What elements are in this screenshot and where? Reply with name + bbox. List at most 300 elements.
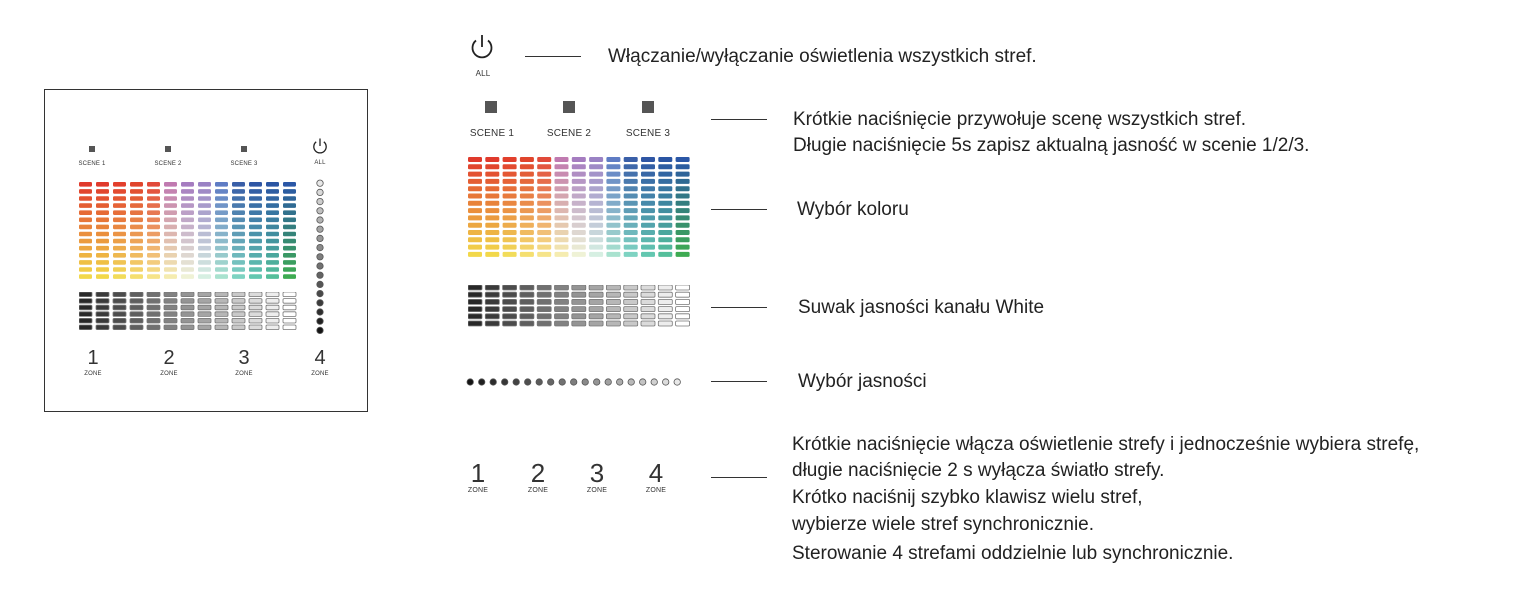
white-cell xyxy=(232,318,245,323)
color-cell xyxy=(676,172,690,177)
color-cell xyxy=(503,186,517,191)
color-cell xyxy=(537,194,551,199)
brightness-dot xyxy=(317,272,323,278)
brightness-dot xyxy=(317,318,323,324)
white-cell xyxy=(606,314,620,319)
panel-scene-2-button[interactable] xyxy=(165,146,171,152)
white-cell xyxy=(113,299,126,304)
white-cell xyxy=(537,292,551,297)
legend-brightness-connector xyxy=(711,381,767,382)
color-cell xyxy=(249,196,262,201)
color-cell xyxy=(96,274,109,279)
color-cell xyxy=(485,223,499,228)
color-cell xyxy=(572,237,586,242)
white-cell xyxy=(606,321,620,326)
color-cell xyxy=(79,239,92,244)
legend-power-icon xyxy=(468,33,496,61)
color-cell xyxy=(537,237,551,242)
color-cell xyxy=(555,194,569,199)
white-cell xyxy=(215,299,228,304)
color-cell xyxy=(641,179,655,184)
white-cell xyxy=(232,299,245,304)
color-cell xyxy=(181,246,194,251)
color-cell xyxy=(215,246,228,251)
color-cell xyxy=(520,186,534,191)
white-cell xyxy=(147,318,160,323)
white-cell xyxy=(520,299,534,304)
color-cell xyxy=(147,189,160,194)
white-cell xyxy=(181,299,194,304)
color-cell xyxy=(79,267,92,272)
color-cell xyxy=(283,246,296,251)
color-cell xyxy=(164,196,177,201)
color-cell xyxy=(96,267,109,272)
white-cell xyxy=(215,312,228,317)
white-cell xyxy=(468,314,482,319)
color-cell xyxy=(283,210,296,215)
color-cell xyxy=(113,196,126,201)
white-cell xyxy=(572,299,586,304)
white-cell xyxy=(676,314,690,319)
white-cell xyxy=(147,305,160,310)
color-cell xyxy=(96,225,109,230)
color-cell xyxy=(537,245,551,250)
color-cell xyxy=(485,237,499,242)
color-cell xyxy=(232,203,245,208)
color-cell xyxy=(266,246,279,251)
color-cell xyxy=(164,232,177,237)
legend-scene-3-square xyxy=(642,101,654,113)
panel-scene-1-label: SCENE 1 xyxy=(78,161,106,167)
color-cell xyxy=(589,179,603,184)
color-cell xyxy=(232,218,245,223)
white-cell xyxy=(503,321,517,326)
color-cell xyxy=(676,230,690,235)
color-cell xyxy=(589,194,603,199)
color-cell xyxy=(589,223,603,228)
white-cell xyxy=(249,292,262,297)
color-cell xyxy=(624,223,638,228)
white-cell xyxy=(658,321,672,326)
brightness-dot xyxy=(582,379,588,385)
white-cell xyxy=(658,285,672,290)
color-cell xyxy=(113,232,126,237)
legend-zone-1-label: ZONE xyxy=(467,487,489,494)
color-cell xyxy=(589,157,603,162)
white-cell xyxy=(79,318,92,323)
white-cell xyxy=(79,325,92,330)
panel-brightness-slider[interactable] xyxy=(313,178,327,338)
color-cell xyxy=(130,260,143,265)
color-cell xyxy=(503,230,517,235)
color-cell xyxy=(658,245,672,250)
color-cell xyxy=(96,260,109,265)
color-cell xyxy=(113,203,126,208)
white-cell xyxy=(503,314,517,319)
brightness-dot xyxy=(317,180,323,186)
white-cell xyxy=(215,305,228,310)
color-cell xyxy=(113,218,126,223)
white-cell xyxy=(468,321,482,326)
white-cell xyxy=(468,292,482,297)
white-cell xyxy=(79,305,92,310)
color-cell xyxy=(606,194,620,199)
color-cell xyxy=(555,157,569,162)
scene-description-line-2: Długie naciśnięcie 5s zapisz aktualną jasność w scenie 1/2/3. xyxy=(793,135,1310,156)
color-cell xyxy=(96,232,109,237)
color-cell xyxy=(676,252,690,257)
white-cell xyxy=(676,285,690,290)
color-cell xyxy=(485,179,499,184)
control-panel xyxy=(44,89,368,412)
brightness-dot xyxy=(548,379,554,385)
white-description: Suwak jasności kanału White xyxy=(798,297,1045,318)
color-cell xyxy=(606,223,620,228)
color-cell xyxy=(164,274,177,279)
color-cell xyxy=(130,218,143,223)
color-cell xyxy=(658,164,672,169)
color-cell xyxy=(658,194,672,199)
color-cell xyxy=(555,237,569,242)
white-cell xyxy=(266,299,279,304)
color-cell xyxy=(249,210,262,215)
color-cell xyxy=(130,196,143,201)
white-cell xyxy=(624,292,638,297)
brightness-dot xyxy=(651,379,657,385)
brightness-dot xyxy=(605,379,611,385)
white-cell xyxy=(164,305,177,310)
white-cell xyxy=(266,318,279,323)
white-cell xyxy=(79,299,92,304)
color-cell xyxy=(485,157,499,162)
color-cell xyxy=(164,189,177,194)
color-cell xyxy=(164,225,177,230)
color-cell xyxy=(266,225,279,230)
color-cell xyxy=(520,252,534,257)
brightness-dot xyxy=(536,379,542,385)
color-cell xyxy=(249,203,262,208)
color-cell xyxy=(249,260,262,265)
panel-zone-1-number[interactable]: 1 xyxy=(87,347,99,369)
color-cell xyxy=(147,203,160,208)
color-cell xyxy=(468,223,482,228)
color-cell xyxy=(589,237,603,242)
brightness-dot xyxy=(317,254,323,260)
white-cell xyxy=(658,299,672,304)
color-cell xyxy=(485,215,499,220)
color-cell xyxy=(147,239,160,244)
color-cell xyxy=(164,253,177,258)
color-cell xyxy=(468,201,482,206)
color-cell xyxy=(283,232,296,237)
color-cell xyxy=(641,172,655,177)
brightness-dot xyxy=(479,379,485,385)
color-cell xyxy=(283,196,296,201)
color-cell xyxy=(468,215,482,220)
color-cell xyxy=(537,201,551,206)
color-cell xyxy=(520,208,534,213)
legend-scene-connector xyxy=(711,119,767,120)
panel-scene-1-button[interactable] xyxy=(89,146,95,152)
color-cell xyxy=(283,203,296,208)
legend-color-connector xyxy=(711,209,767,210)
brightness-description: Wybór jasności xyxy=(798,371,927,392)
color-cell xyxy=(676,201,690,206)
white-cell xyxy=(249,312,262,317)
white-cell xyxy=(130,318,143,323)
color-cell xyxy=(198,189,211,194)
white-cell xyxy=(624,299,638,304)
white-cell xyxy=(624,314,638,319)
white-cell xyxy=(503,307,517,312)
panel-white-slider[interactable] xyxy=(79,292,299,332)
color-cell xyxy=(232,239,245,244)
color-cell xyxy=(485,245,499,250)
color-cell xyxy=(537,252,551,257)
color-cell xyxy=(266,267,279,272)
legend-scene-1-square xyxy=(485,101,497,113)
white-cell xyxy=(485,292,499,297)
color-cell xyxy=(641,208,655,213)
color-cell xyxy=(572,186,586,191)
panel-zone-4-number[interactable]: 4 xyxy=(314,347,326,369)
brightness-dot xyxy=(467,379,473,385)
color-cell xyxy=(555,201,569,206)
color-cell xyxy=(181,218,194,223)
white-cell xyxy=(283,299,296,304)
color-cell xyxy=(198,253,211,258)
white-cell xyxy=(572,321,586,326)
white-cell xyxy=(249,299,262,304)
color-cell xyxy=(113,182,126,187)
white-cell xyxy=(641,307,655,312)
white-cell xyxy=(641,314,655,319)
white-cell xyxy=(485,299,499,304)
color-cell xyxy=(520,194,534,199)
color-cell xyxy=(113,239,126,244)
color-cell xyxy=(164,246,177,251)
white-cell xyxy=(198,292,211,297)
color-cell xyxy=(113,210,126,215)
color-cell xyxy=(606,245,620,250)
color-cell xyxy=(164,182,177,187)
color-cell xyxy=(96,239,109,244)
brightness-dot xyxy=(640,379,646,385)
white-cell xyxy=(181,325,194,330)
white-cell xyxy=(676,321,690,326)
white-cell xyxy=(641,321,655,326)
color-cell xyxy=(589,208,603,213)
color-cell xyxy=(606,164,620,169)
white-cell xyxy=(232,305,245,310)
color-cell xyxy=(215,253,228,258)
white-cell xyxy=(537,307,551,312)
color-cell xyxy=(468,208,482,213)
color-cell xyxy=(266,232,279,237)
color-cell xyxy=(468,164,482,169)
color-cell xyxy=(147,225,160,230)
panel-power-icon[interactable] xyxy=(311,137,329,155)
color-cell xyxy=(658,186,672,191)
color-cell xyxy=(113,225,126,230)
color-cell xyxy=(198,218,211,223)
white-cell xyxy=(96,305,109,310)
color-cell xyxy=(555,186,569,191)
color-cell xyxy=(181,189,194,194)
color-cell xyxy=(232,232,245,237)
color-cell xyxy=(468,194,482,199)
brightness-dot xyxy=(502,379,508,385)
color-cell xyxy=(555,252,569,257)
color-cell xyxy=(606,179,620,184)
color-cell xyxy=(503,215,517,220)
white-cell xyxy=(130,325,143,330)
color-cell xyxy=(658,223,672,228)
panel-zone-3-number[interactable]: 3 xyxy=(238,347,250,369)
white-cell xyxy=(96,318,109,323)
panel-color-grid[interactable] xyxy=(79,182,299,282)
color-cell xyxy=(198,232,211,237)
color-cell xyxy=(79,182,92,187)
white-cell xyxy=(147,292,160,297)
white-cell xyxy=(503,292,517,297)
white-cell xyxy=(589,321,603,326)
color-cell xyxy=(572,172,586,177)
legend-scene-2-label: SCENE 2 xyxy=(546,128,592,139)
color-cell xyxy=(537,157,551,162)
color-cell xyxy=(555,230,569,235)
color-cell xyxy=(147,260,160,265)
white-cell xyxy=(468,299,482,304)
white-cell xyxy=(249,318,262,323)
legend-zone-2-number: 2 xyxy=(530,458,546,488)
color-cell xyxy=(537,179,551,184)
color-cell xyxy=(520,230,534,235)
white-cell xyxy=(96,312,109,317)
white-cell xyxy=(641,299,655,304)
white-cell xyxy=(147,325,160,330)
color-cell xyxy=(641,201,655,206)
color-cell xyxy=(641,186,655,191)
color-cell xyxy=(468,252,482,257)
color-cell xyxy=(283,253,296,258)
white-cell xyxy=(266,292,279,297)
panel-scene-3-button[interactable] xyxy=(241,146,247,152)
color-cell xyxy=(249,182,262,187)
color-cell xyxy=(181,253,194,258)
brightness-dot xyxy=(317,198,323,204)
color-cell xyxy=(181,225,194,230)
brightness-dot xyxy=(317,281,323,287)
color-cell xyxy=(215,196,228,201)
color-cell xyxy=(658,179,672,184)
color-cell xyxy=(624,201,638,206)
color-cell xyxy=(130,182,143,187)
color-cell xyxy=(198,210,211,215)
color-cell xyxy=(215,274,228,279)
brightness-dot xyxy=(317,244,323,250)
white-cell xyxy=(676,292,690,297)
zone-description-line-2: długie naciśnięcie 2 s wyłącza światło strefy. xyxy=(792,460,1165,481)
zone-description-line-4: wybierze wiele stref synchronicznie. xyxy=(792,514,1095,535)
panel-zone-2-number[interactable]: 2 xyxy=(163,347,175,369)
color-cell xyxy=(130,274,143,279)
color-cell xyxy=(130,267,143,272)
color-cell xyxy=(283,274,296,279)
color-cell xyxy=(113,253,126,258)
color-cell xyxy=(79,260,92,265)
white-cell xyxy=(589,285,603,290)
color-cell xyxy=(266,239,279,244)
color-cell xyxy=(589,215,603,220)
color-cell xyxy=(147,196,160,201)
color-cell xyxy=(555,172,569,177)
white-cell xyxy=(555,299,569,304)
color-cell xyxy=(113,260,126,265)
color-cell xyxy=(96,182,109,187)
white-cell xyxy=(520,292,534,297)
color-cell xyxy=(503,201,517,206)
white-cell xyxy=(283,292,296,297)
color-cell xyxy=(79,196,92,201)
legend-zone-3-number: 3 xyxy=(589,458,605,488)
color-cell xyxy=(164,239,177,244)
color-cell xyxy=(266,274,279,279)
color-cell xyxy=(249,239,262,244)
color-cell xyxy=(485,208,499,213)
white-cell xyxy=(485,314,499,319)
color-description: Wybór koloru xyxy=(797,199,909,220)
color-cell xyxy=(232,267,245,272)
white-cell xyxy=(283,305,296,310)
color-cell xyxy=(606,237,620,242)
color-cell xyxy=(606,215,620,220)
color-cell xyxy=(468,245,482,250)
color-cell xyxy=(249,246,262,251)
white-cell xyxy=(113,325,126,330)
color-cell xyxy=(96,210,109,215)
color-cell xyxy=(164,260,177,265)
color-cell xyxy=(537,223,551,228)
color-cell xyxy=(147,274,160,279)
color-cell xyxy=(503,194,517,199)
color-cell xyxy=(249,189,262,194)
color-cell xyxy=(589,172,603,177)
color-cell xyxy=(79,274,92,279)
color-cell xyxy=(624,208,638,213)
brightness-dot xyxy=(571,379,577,385)
white-cell xyxy=(249,305,262,310)
white-cell xyxy=(555,307,569,312)
white-cell xyxy=(503,285,517,290)
color-cell xyxy=(232,260,245,265)
color-cell xyxy=(537,215,551,220)
color-cell xyxy=(232,225,245,230)
color-cell xyxy=(96,246,109,251)
color-cell xyxy=(79,232,92,237)
color-cell xyxy=(520,157,534,162)
color-cell xyxy=(164,203,177,208)
white-cell xyxy=(215,325,228,330)
white-cell xyxy=(79,292,92,297)
color-cell xyxy=(641,245,655,250)
white-cell xyxy=(215,292,228,297)
color-cell xyxy=(283,260,296,265)
white-cell xyxy=(606,285,620,290)
color-cell xyxy=(589,230,603,235)
color-cell xyxy=(130,232,143,237)
color-cell xyxy=(147,210,160,215)
